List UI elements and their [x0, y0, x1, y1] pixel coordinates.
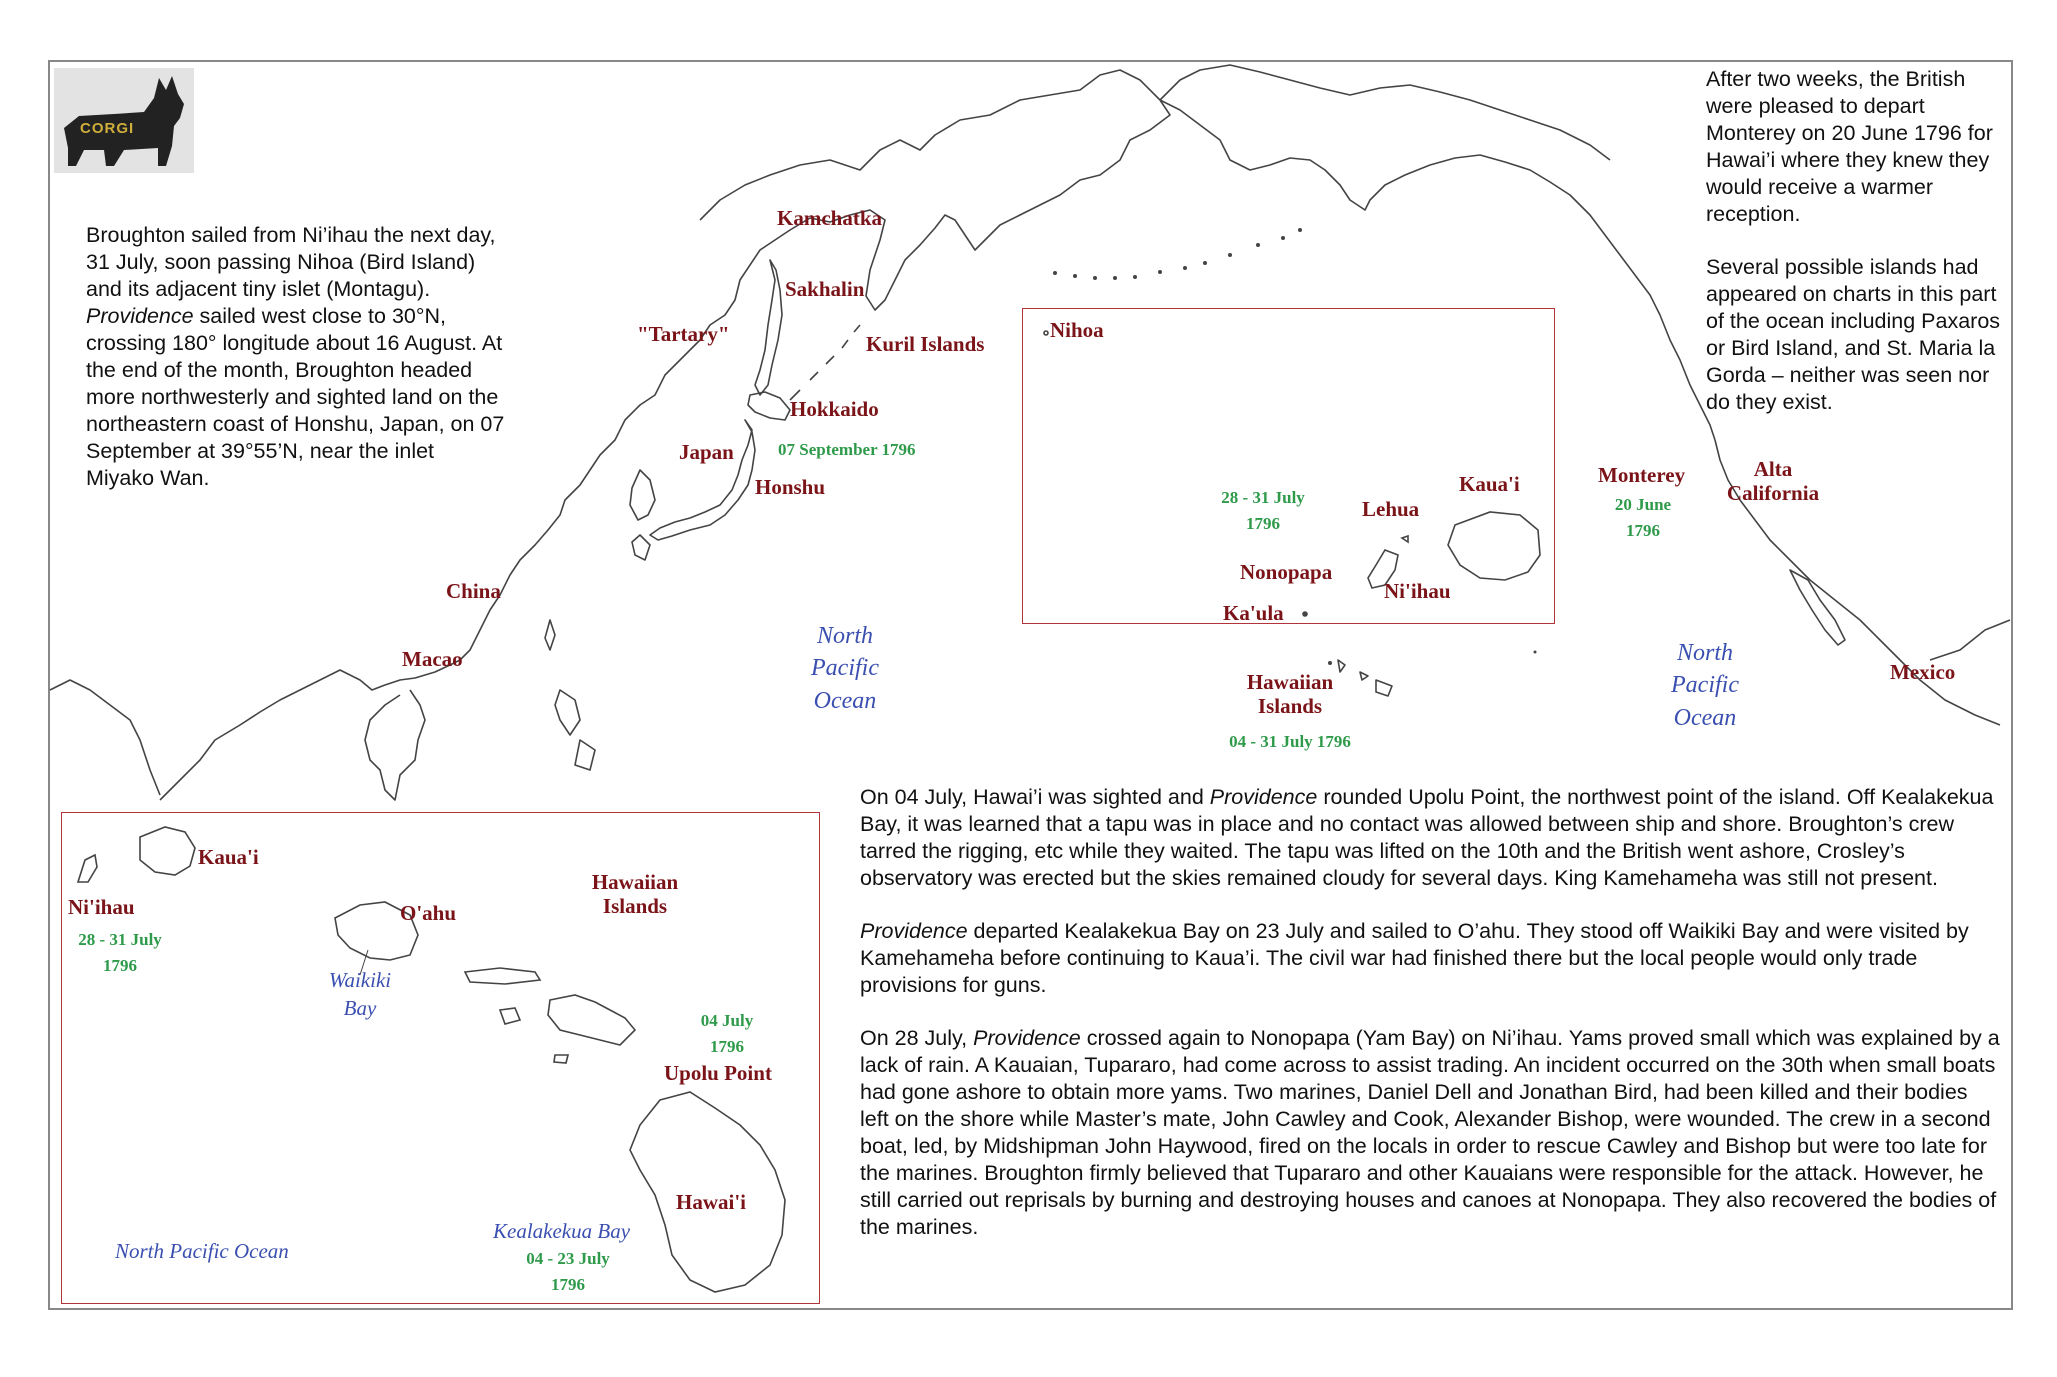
kyushu — [632, 535, 650, 560]
label-kaula: Ka'ula — [1223, 601, 1284, 625]
label-hokkaido: Hokkaido — [790, 397, 879, 421]
indochina-coast — [365, 690, 425, 800]
label-nihoa: Nihoa — [1050, 318, 1104, 342]
philippines — [555, 690, 595, 770]
date-monterey: 20 June 1796 — [1614, 495, 1672, 541]
label-kauai-inset2: Kaua'i — [198, 845, 259, 869]
label-sakhalin: Sakhalin — [785, 277, 865, 301]
label-macao: Macao — [402, 647, 463, 671]
date-upolu: 04 July 1796 — [700, 1011, 754, 1057]
label-kuril-islands: Kuril Islands — [866, 332, 985, 356]
label-kauai-inset1: Kaua'i — [1459, 472, 1520, 496]
label-hawaiian-islands-inset: Hawaiian Islands — [591, 870, 679, 919]
label-waikiki-bay: Waikiki Bay — [328, 968, 392, 1021]
corgi-logo — [54, 68, 194, 173]
label-mexico: Mexico — [1890, 660, 1956, 684]
label-nonopapa: Nonopapa — [1240, 560, 1333, 584]
date-niihau-inset1: 28 - 31 July 1796 — [1221, 488, 1305, 534]
label-niihau-inset1: Ni'ihau — [1384, 579, 1451, 603]
label-alta-california: Alta California — [1726, 457, 1820, 506]
label-monterey: Monterey — [1598, 463, 1686, 487]
top-right-text-block: After two weeks, the British were pleased to depart Monterey on 20 June 1796 for Hawai’i where they knew they would receive a warmer reception. Several possible islands had appeared on charts in this part of the ocean including Paxaros or Bird Island, and St. Maria la Gorda – neither was seen nor do they exist. — [1706, 67, 2001, 414]
label-hawaii: Hawai'i — [676, 1190, 747, 1214]
left-text-block: Broughton sailed from Ni’ihau the next day, 31 July, soon passing Nihoa (Bird Island) and its adjacent tiny islet (Montagu). Providence sailed west close to 30°N, crossing 180° longitude about 16 August. At the end of the month, Broughton headed more northwesterly and sighted land on the northeastern coast of Honshu, Japan, on 07 September at 39°55’N, near the inlet Miyako Wan. — [86, 223, 505, 490]
alaska-north — [1160, 65, 1610, 160]
ocean-label-west: North Pacific Ocean — [811, 623, 879, 714]
korea — [630, 470, 655, 520]
main-hawaii-islands — [1338, 660, 1392, 696]
logo-text: CORGI — [80, 120, 135, 137]
aleutian-islands — [1053, 228, 1302, 280]
label-japan: Japan — [679, 440, 734, 464]
label-honshu: Honshu — [755, 475, 826, 499]
date-kealakekua: 04 - 23 July 1796 — [526, 1249, 610, 1295]
label-lehua: Lehua — [1362, 497, 1420, 521]
date-honshu-sighting: 07 September 1796 — [778, 440, 916, 459]
sundaland-coast — [50, 680, 160, 795]
kuril-islands — [790, 325, 860, 400]
label-hawaiian-islands-main: Hawaiian Islands — [1246, 670, 1334, 719]
taiwan — [545, 620, 555, 650]
bottom-text-block: On 04 July, Hawai’i was sighted and Providence rounded Upolu Point, the northwest point of the island. Off Kealakekua Bay, it was learned that a tapu was in place and no contact was allowed between ship and shore. Broughton’s crew tarred the rigging, etc while they waited. The tapu was lifted on the 10th and the British went ashore, Crosley’s observatory was erected but the skies remained cloudy for several days. King Kamehameha was still not present. Providence departed Kealakekua Bay on 23 July and sailed to O’ahu. They stood off Waikiki Bay and were visited by Kamehameha before continuing to Kaua’i. The civil war had finished there but the local people would only trade provisions for guns. On 28 July, Providence crossed again to Nonopapa (Yam Bay) on Ni’ihau. Yams proved small which was explained by a lack of rain. A Kauaian, Tupararo, had come across to assist trading. An incident occurred on the 30th when small boats had gone ashore to obtain more yams. Two marines, Daniel Dell and Jonathan Bird, had been killed and their bodies left on the shore while Master’s mate, John Cawley and Cook, Alexander Bishop, were wounded. The crew in a second boat, led, by Midshipman John Haywood, fired on the locals in order to rescue Cawley and Bishop but were too late for the marines. Broughton firmly believed that Tupararo and other Kauaians were responsible for the attack. However, he still carried out reprisals by burning and destroying houses and canoes at Nonopapa. They also recovered the bodies of the marines. — [860, 785, 2000, 1239]
hokkaido — [748, 392, 790, 420]
label-niihau-inset2: Ni'ihau — [68, 895, 135, 919]
label-north-pacific-ocean-inset: North Pacific Ocean — [115, 1239, 289, 1263]
label-oahu: O'ahu — [400, 901, 457, 925]
label-kealakekua-bay: Kealakekua Bay — [493, 1219, 631, 1243]
date-niihau-inset2: 28 - 31 July 1796 — [78, 930, 162, 976]
ocean-label-east: North Pacific Ocean — [1671, 640, 1739, 731]
label-china: China — [446, 579, 501, 603]
honshu — [650, 420, 755, 540]
date-hawaii-main: 04 - 31 July 1796 — [1229, 732, 1351, 751]
baja-california — [1790, 570, 1845, 645]
label-tartary: "Tartary" — [637, 322, 730, 346]
label-upolu-point: Upolu Point — [664, 1061, 772, 1085]
sakhalin — [755, 260, 782, 395]
mexico-coast — [1930, 620, 2010, 660]
label-kamchatka: Kamchatka — [777, 206, 882, 230]
